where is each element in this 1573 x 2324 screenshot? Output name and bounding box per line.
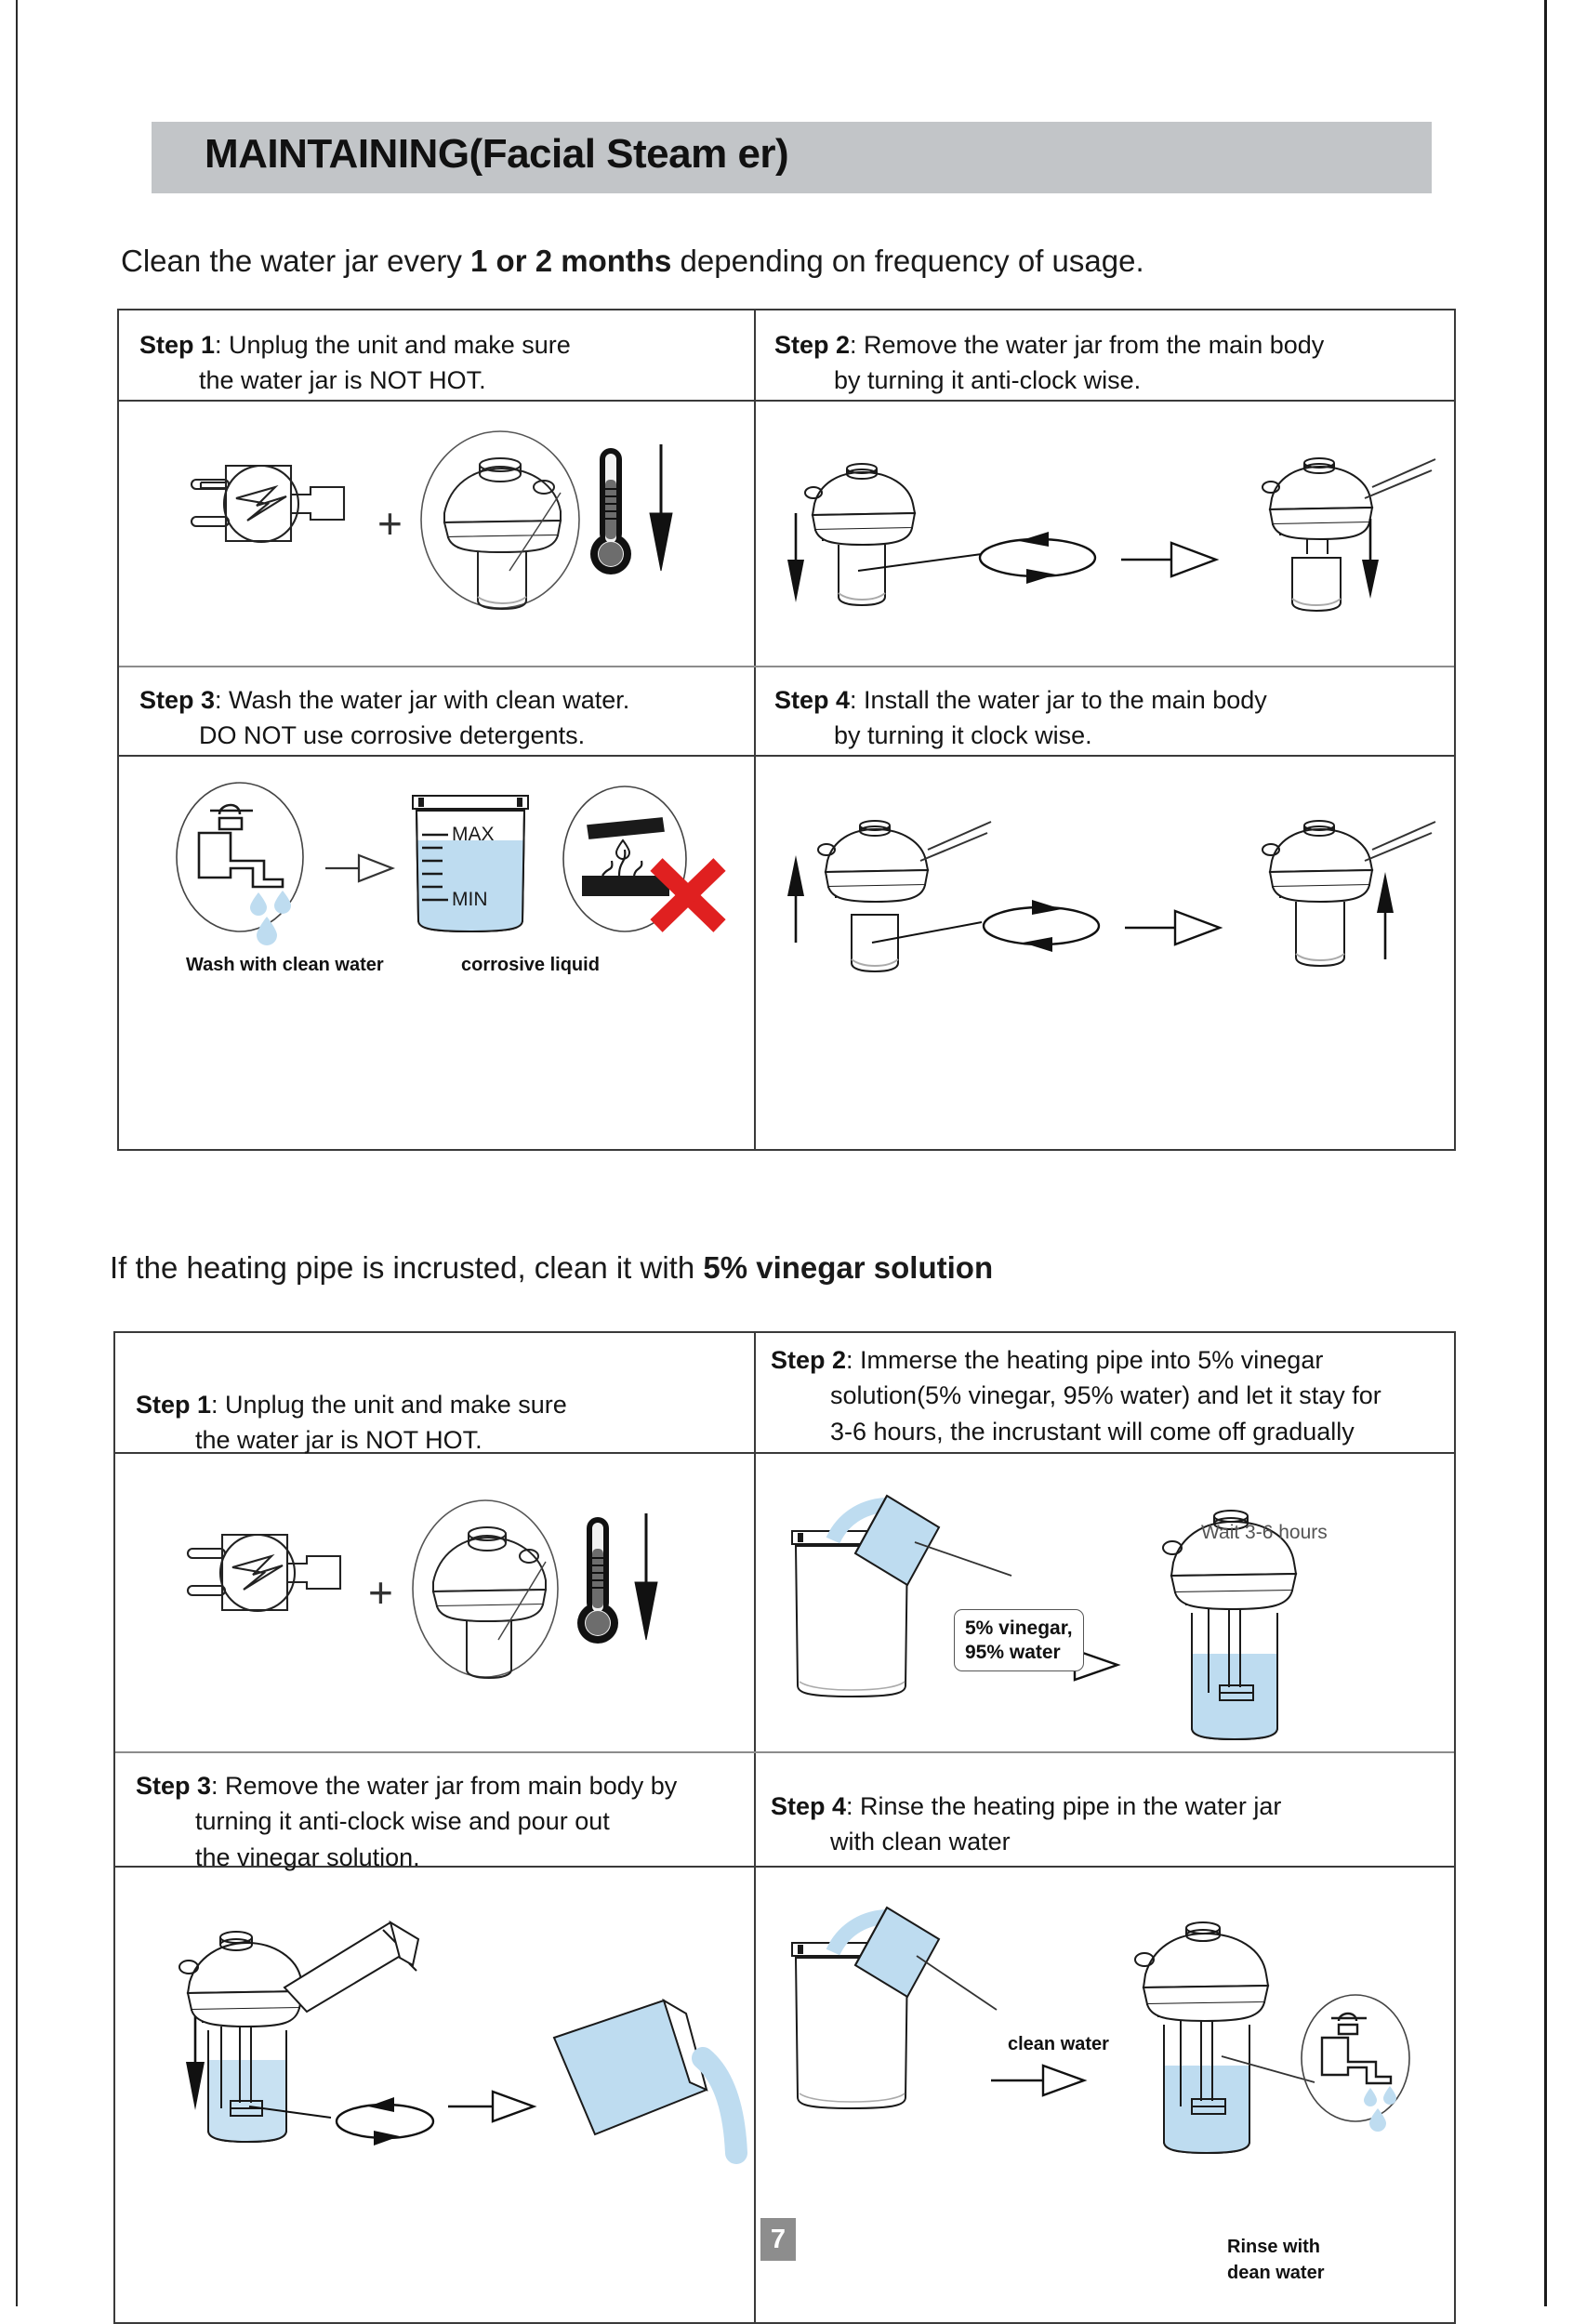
down-arrow-icon-2	[635, 1513, 657, 1640]
table1-step1-colon: :	[215, 331, 230, 359]
device-illustration-2	[413, 1500, 558, 1678]
vinegar-callout-line1: 5% vinegar,	[965, 1618, 1073, 1639]
table1-step3-line2: DO NOT use corrosive detergents.	[199, 721, 586, 750]
corrosive-liquid-caption: corrosive liquid	[461, 955, 600, 975]
table1-step2-text	[774, 327, 1324, 399]
section1-lead	[121, 244, 1144, 279]
step1-illustration	[138, 431, 733, 617]
table2-step1-text	[136, 1387, 567, 1459]
vinegar-ratio-callout	[954, 1609, 1084, 1671]
water-jar-with-levels	[413, 796, 528, 931]
table1-row1-divider	[119, 400, 1454, 402]
t2-step3-illustration	[134, 1891, 747, 2198]
power-plug-icon	[192, 466, 344, 542]
table1-step3-colon: :	[215, 686, 230, 714]
table1-step1-label: Step 1	[139, 331, 216, 359]
up-arrow-right	[1377, 872, 1394, 959]
table2-step1-line1: Unplug the unit and make sure	[225, 1391, 567, 1419]
clean-water-leader	[917, 1956, 997, 2010]
t2-step4-illustration	[775, 1898, 1445, 2196]
jar-min-label: MIN	[452, 889, 488, 910]
down-arrow-t2s3	[186, 2014, 205, 2110]
step4-illustration	[770, 803, 1439, 989]
device-right-4	[1262, 821, 1435, 966]
table2-step3-line1: Remove the water jar from main body by	[225, 1772, 678, 1800]
device-in-solution	[1163, 1511, 1296, 1739]
step3-illustration	[143, 775, 738, 943]
right-arrow-t2s4	[991, 2066, 1084, 2095]
table2-column-divider	[754, 1333, 756, 2322]
table2-step2-colon: :	[846, 1346, 861, 1374]
down-arrow-icon	[650, 444, 672, 571]
table1-step2-line2: by turning it anti-clock wise.	[834, 366, 1142, 395]
clean-water-caption: clean water	[1008, 2034, 1109, 2054]
table2-step2-line3: 3-6 hours, the incrustant will come off gradually	[830, 1417, 1355, 1446]
right-arrow-icon	[1121, 543, 1216, 576]
down-arrow-left	[787, 513, 804, 602]
table2-step4-label: Step 4	[771, 1792, 847, 1820]
table1-step2-label: Step 2	[774, 331, 851, 359]
table1-step2-colon: :	[850, 331, 865, 359]
table1-row2-divider	[119, 666, 1454, 667]
page-border-left	[16, 0, 18, 2306]
table1-step4-colon: :	[850, 686, 865, 714]
table1-column-divider	[754, 310, 756, 1149]
table2-step3-text	[136, 1768, 677, 1875]
table1-row3-divider	[119, 755, 1454, 757]
table2-step2-text	[771, 1342, 1381, 1449]
thermometer-icon-2	[577, 1517, 618, 1644]
right-arrow-icon-3	[325, 855, 392, 881]
table1-step3-line1: Wash the water jar with clean water.	[229, 686, 630, 714]
table1-step1-line2: the water jar is NOT HOT.	[199, 366, 486, 395]
table1-step4-line1: Install the water jar to the main body	[864, 686, 1267, 714]
table1-step1-text	[139, 327, 571, 399]
thermometer-icon	[590, 448, 631, 574]
tilted-pouring-jar	[554, 2000, 736, 2153]
water-drops	[250, 891, 291, 945]
faucet-icon	[177, 783, 303, 945]
table2-step4-colon: :	[846, 1792, 861, 1820]
callout-leader	[915, 1542, 1011, 1576]
table2-step1-colon: :	[211, 1391, 226, 1419]
page-border-right	[1544, 0, 1547, 2306]
table1-step2-line1: Remove the water jar from the main body	[864, 331, 1325, 359]
power-plug-icon-2	[188, 1535, 340, 1611]
table2-step3-colon: :	[211, 1772, 226, 1800]
rotation-arrow-icon	[980, 532, 1095, 584]
table2-step3-label: Step 3	[136, 1772, 212, 1800]
right-arrow-icon-4	[1125, 911, 1220, 944]
faucet-icon-2	[1302, 1995, 1409, 2132]
table2-step4-line2: with clean water	[830, 1828, 1011, 1856]
plus-sign-1: +	[377, 499, 403, 548]
device-with-jar-left	[805, 464, 915, 605]
section2-lead-bold: 5% vinegar solution	[703, 1250, 994, 1285]
table2-step2-line2: solution(5% vinegar, 95% water) and let it stay for	[830, 1381, 1381, 1410]
rotation-arrow-icon-4	[984, 900, 1099, 952]
page-number-text: 7	[770, 2224, 786, 2254]
rotation-arrow-t2s3	[337, 2097, 433, 2146]
leader-line	[858, 554, 982, 571]
rinse-caption-line1: Rinse with	[1227, 2237, 1321, 2257]
vinegar-callout-line2: 95% water	[965, 1641, 1061, 1663]
page-title: MAINTAINING(Facial Steam er)	[205, 131, 789, 177]
step2-illustration	[770, 450, 1439, 627]
t2-step1-illustration	[134, 1500, 729, 1686]
right-arrow-t2s3	[448, 2092, 534, 2121]
table2-step3-line3: the vinegar solution.	[195, 1842, 420, 1871]
table2-row2-divider	[115, 1751, 1454, 1753]
section1-lead-bold: 1 or 2 months	[470, 244, 672, 278]
wash-clean-water-caption: Wash with clean water	[186, 955, 384, 975]
wait-hours-caption: Wait 3-6 hours	[1201, 1522, 1328, 1543]
table2-step1-line2: the water jar is NOT HOT.	[195, 1426, 482, 1455]
t2-step2-illustration	[775, 1486, 1445, 1747]
table2-step1-label: Step 1	[136, 1391, 212, 1419]
section1-lead-prefix: Clean the water jar every	[121, 244, 471, 278]
section2-lead-prefix: If the heating pipe is incrusted, clean it with	[110, 1250, 704, 1285]
jar-max-label: MAX	[452, 824, 495, 845]
section2-lead	[110, 1250, 993, 1286]
table1-step3-label: Step 3	[139, 686, 216, 714]
maintenance-steps-table-1	[117, 309, 1456, 1151]
table2-step4-line1: Rinse the heating pipe in the water jar	[860, 1792, 1282, 1820]
up-arrow-left	[787, 855, 804, 943]
table1-step1-line1: Unplug the unit and make sure	[229, 331, 571, 359]
table2-step4-text	[771, 1789, 1281, 1860]
rinse-caption-line2: dean water	[1227, 2263, 1325, 2283]
table1-step4-text	[774, 682, 1267, 754]
table2-step3-line2: turning it anti-clock wise and pour out	[195, 1807, 610, 1836]
table1-step4-label: Step 4	[774, 686, 851, 714]
device-rinse	[1135, 1922, 1268, 2153]
device-illustration	[421, 431, 579, 609]
device-with-jar-right	[1262, 458, 1435, 611]
plus-sign-2: +	[368, 1568, 393, 1617]
device-left-4	[818, 821, 991, 971]
table1-step4-line2: by turning it clock wise.	[834, 721, 1092, 750]
maintenance-steps-table-2	[113, 1331, 1456, 2324]
table2-step2-line1: Immerse the heating pipe into 5% vinegar	[860, 1346, 1324, 1374]
section1-lead-suffix: depending on frequency of usage.	[671, 244, 1144, 278]
table2-step2-label: Step 2	[771, 1346, 847, 1374]
table1-step3-text	[139, 682, 629, 754]
